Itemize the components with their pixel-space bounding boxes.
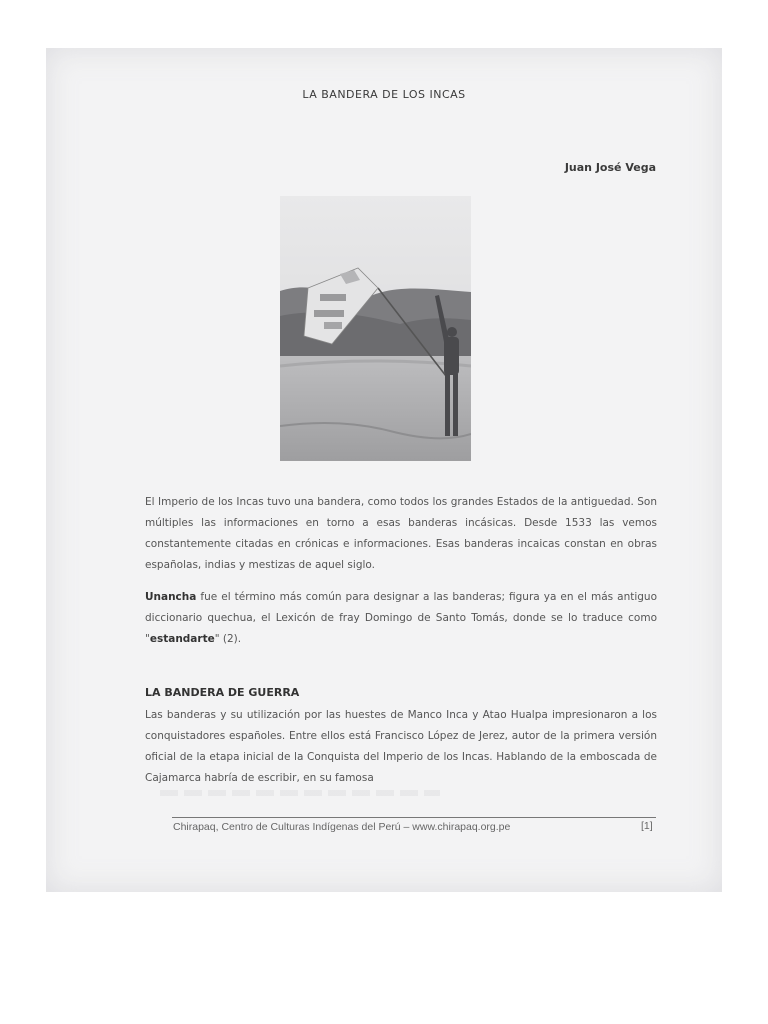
document-title: LA BANDERA DE LOS INCAS [302,88,466,101]
paragraph-unancha-text-a: fue el término más común para designar a las banderas; figura ya en el más antiguo diccionario quechua, el Lexicón de fray Domingo de Santo Tomás, donde se lo traduce como " [145,591,657,645]
section-heading: LA BANDERA DE GUERRA [145,686,300,699]
paragraph-unancha-text-b: " (2). [214,633,242,645]
term-unancha: Unancha [145,591,197,603]
term-estandarte: estandarte [149,633,215,645]
paragraph-intro: El Imperio de los Incas tuvo una bandera, como todos los grandes Estados de la antiguedad. Son múltiples las informaciones en torno a esas banderas incásicas. Desde 1533 las vemos constantemente citadas en crónicas e informaciones. Esas banderas incaicas constan en obras españolas, indias y mestizas de aquel siglo. [145,496,657,571]
document-author: Juan José Vega [564,161,656,174]
paragraph-unancha [145,587,657,650]
flag-photo [280,196,471,461]
footer-text: Chirapaq, Centro de Culturas Indígenas del Perú – www.chirapaq.org.pe [173,821,511,833]
footer-divider [172,817,656,818]
page-number: [1] [641,820,653,832]
faded-text-line [160,790,440,796]
paragraph-war-flag: Las banderas y su utilización por las huestes de Manco Inca y Atao Hualpa impresionaron a los conquistadores españoles. Entre ellos está Francisco López de Jerez, autor de la primera versión oficial de la etapa inicial de la Conquista del Imperio de los Incas. Hablando de la emboscada de Cajamarca habría de escribir, en su famosa [145,709,657,784]
